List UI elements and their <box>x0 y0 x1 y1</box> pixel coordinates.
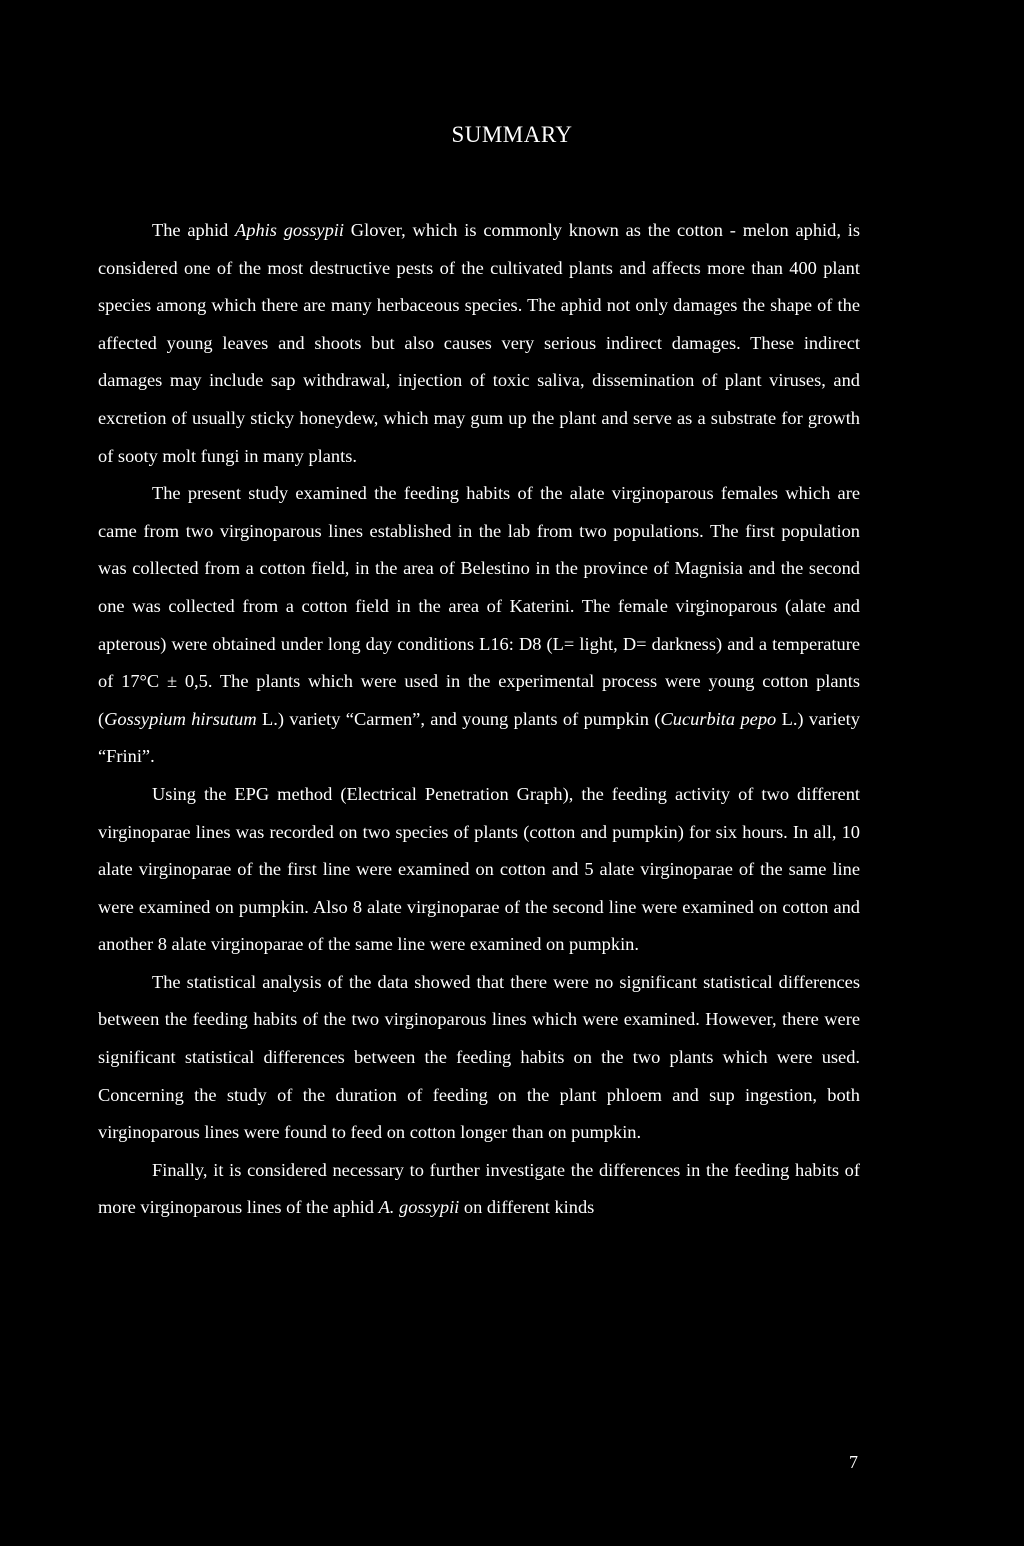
paragraph-3: Using the EPG method (Electrical Penetration Graph), the feeding activity of two different virginoparae lines was recorded on two species of plants (cotton and pumpkin) for six hours. In all, 10 alate virginoparae of the first line were examined on cotton and 5 alate virginoparae of the same line were examined on pumpkin. Also 8 alate virginoparae of the second line were examined on cotton and another 8 alate virginoparae of the same line were examined on pumpkin. <box>98 783 860 955</box>
summary-body <box>98 212 860 1227</box>
page-title: SUMMARY <box>451 122 573 147</box>
paragraph-2-text-a: The present study examined the feeding habits of the alate virginoparous females which are came from two virginoparous lines established in the lab from two populations. The first population was collected from a cotton field, in the area of Belestino in the province of Magnisia and the second one was collected from a cotton field in the area of Katerini. The female virginoparous (alate and apterous) were obtained under long day conditions L16: D8 (L= light, D= darkness) and a temperature of 17°C ± 0,5. The plants which were used in the experimental process were young cotton plants ( <box>98 483 860 729</box>
paragraph-1-text-a: The aphid <box>152 220 236 240</box>
paragraph-2-text-e: L.) variety “Frini”. <box>98 708 860 767</box>
paragraph-5-text-a: Finally, it is considered necessary to further investigate the differences in the feeding habits of more virginoparous lines of the aphid <box>98 1159 860 1218</box>
page-number: 7 <box>849 1452 858 1472</box>
paragraph-5-text-c: on different kinds <box>459 1197 595 1218</box>
paragraph-2 <box>98 475 860 776</box>
species-name-a-gossypii: A. gossypii <box>378 1197 460 1218</box>
paragraph-5 <box>98 1152 860 1227</box>
paragraph-4: The statistical analysis of the data showed that there were no significant statistical differences between the feeding habits of the two virginoparous lines which were examined. However, there were significant statistical differences between the feeding habits on the two plants which were used. Concerning the study of the duration of feeding on the plant phloem and sup ingestion, both virginoparous lines were found to feed on cotton longer than on pumpkin. <box>98 971 860 1143</box>
species-name-gossypium-hirsutum: Gossypium hirsutum <box>104 708 257 729</box>
paragraph-1-text-c: Glover, which is commonly known as the cotton - melon aphid, is considered one of the most destructive pests of the cultivated plants and affects more than 400 plant species among which there are many herbaceous species. The aphid not only damages the shape of the affected young leaves and shoots but also causes very serious indirect damages. These indirect damages may include sap withdrawal, injection of toxic saliva, dissemination of plant viruses, and excretion of usually sticky honeydew, which may gum up the plant and serve as a substrate for growth of sooty molt fungi in many plants. <box>98 220 860 466</box>
paragraph-2-text-c: L.) variety “Carmen”, and young plants of pumpkin ( <box>256 708 661 729</box>
species-name-cucurbita-pepo: Cucurbita pepo <box>660 708 777 729</box>
paragraph-1 <box>98 212 860 475</box>
species-name-aphis-gossypii: Aphis gossypii <box>235 220 345 240</box>
